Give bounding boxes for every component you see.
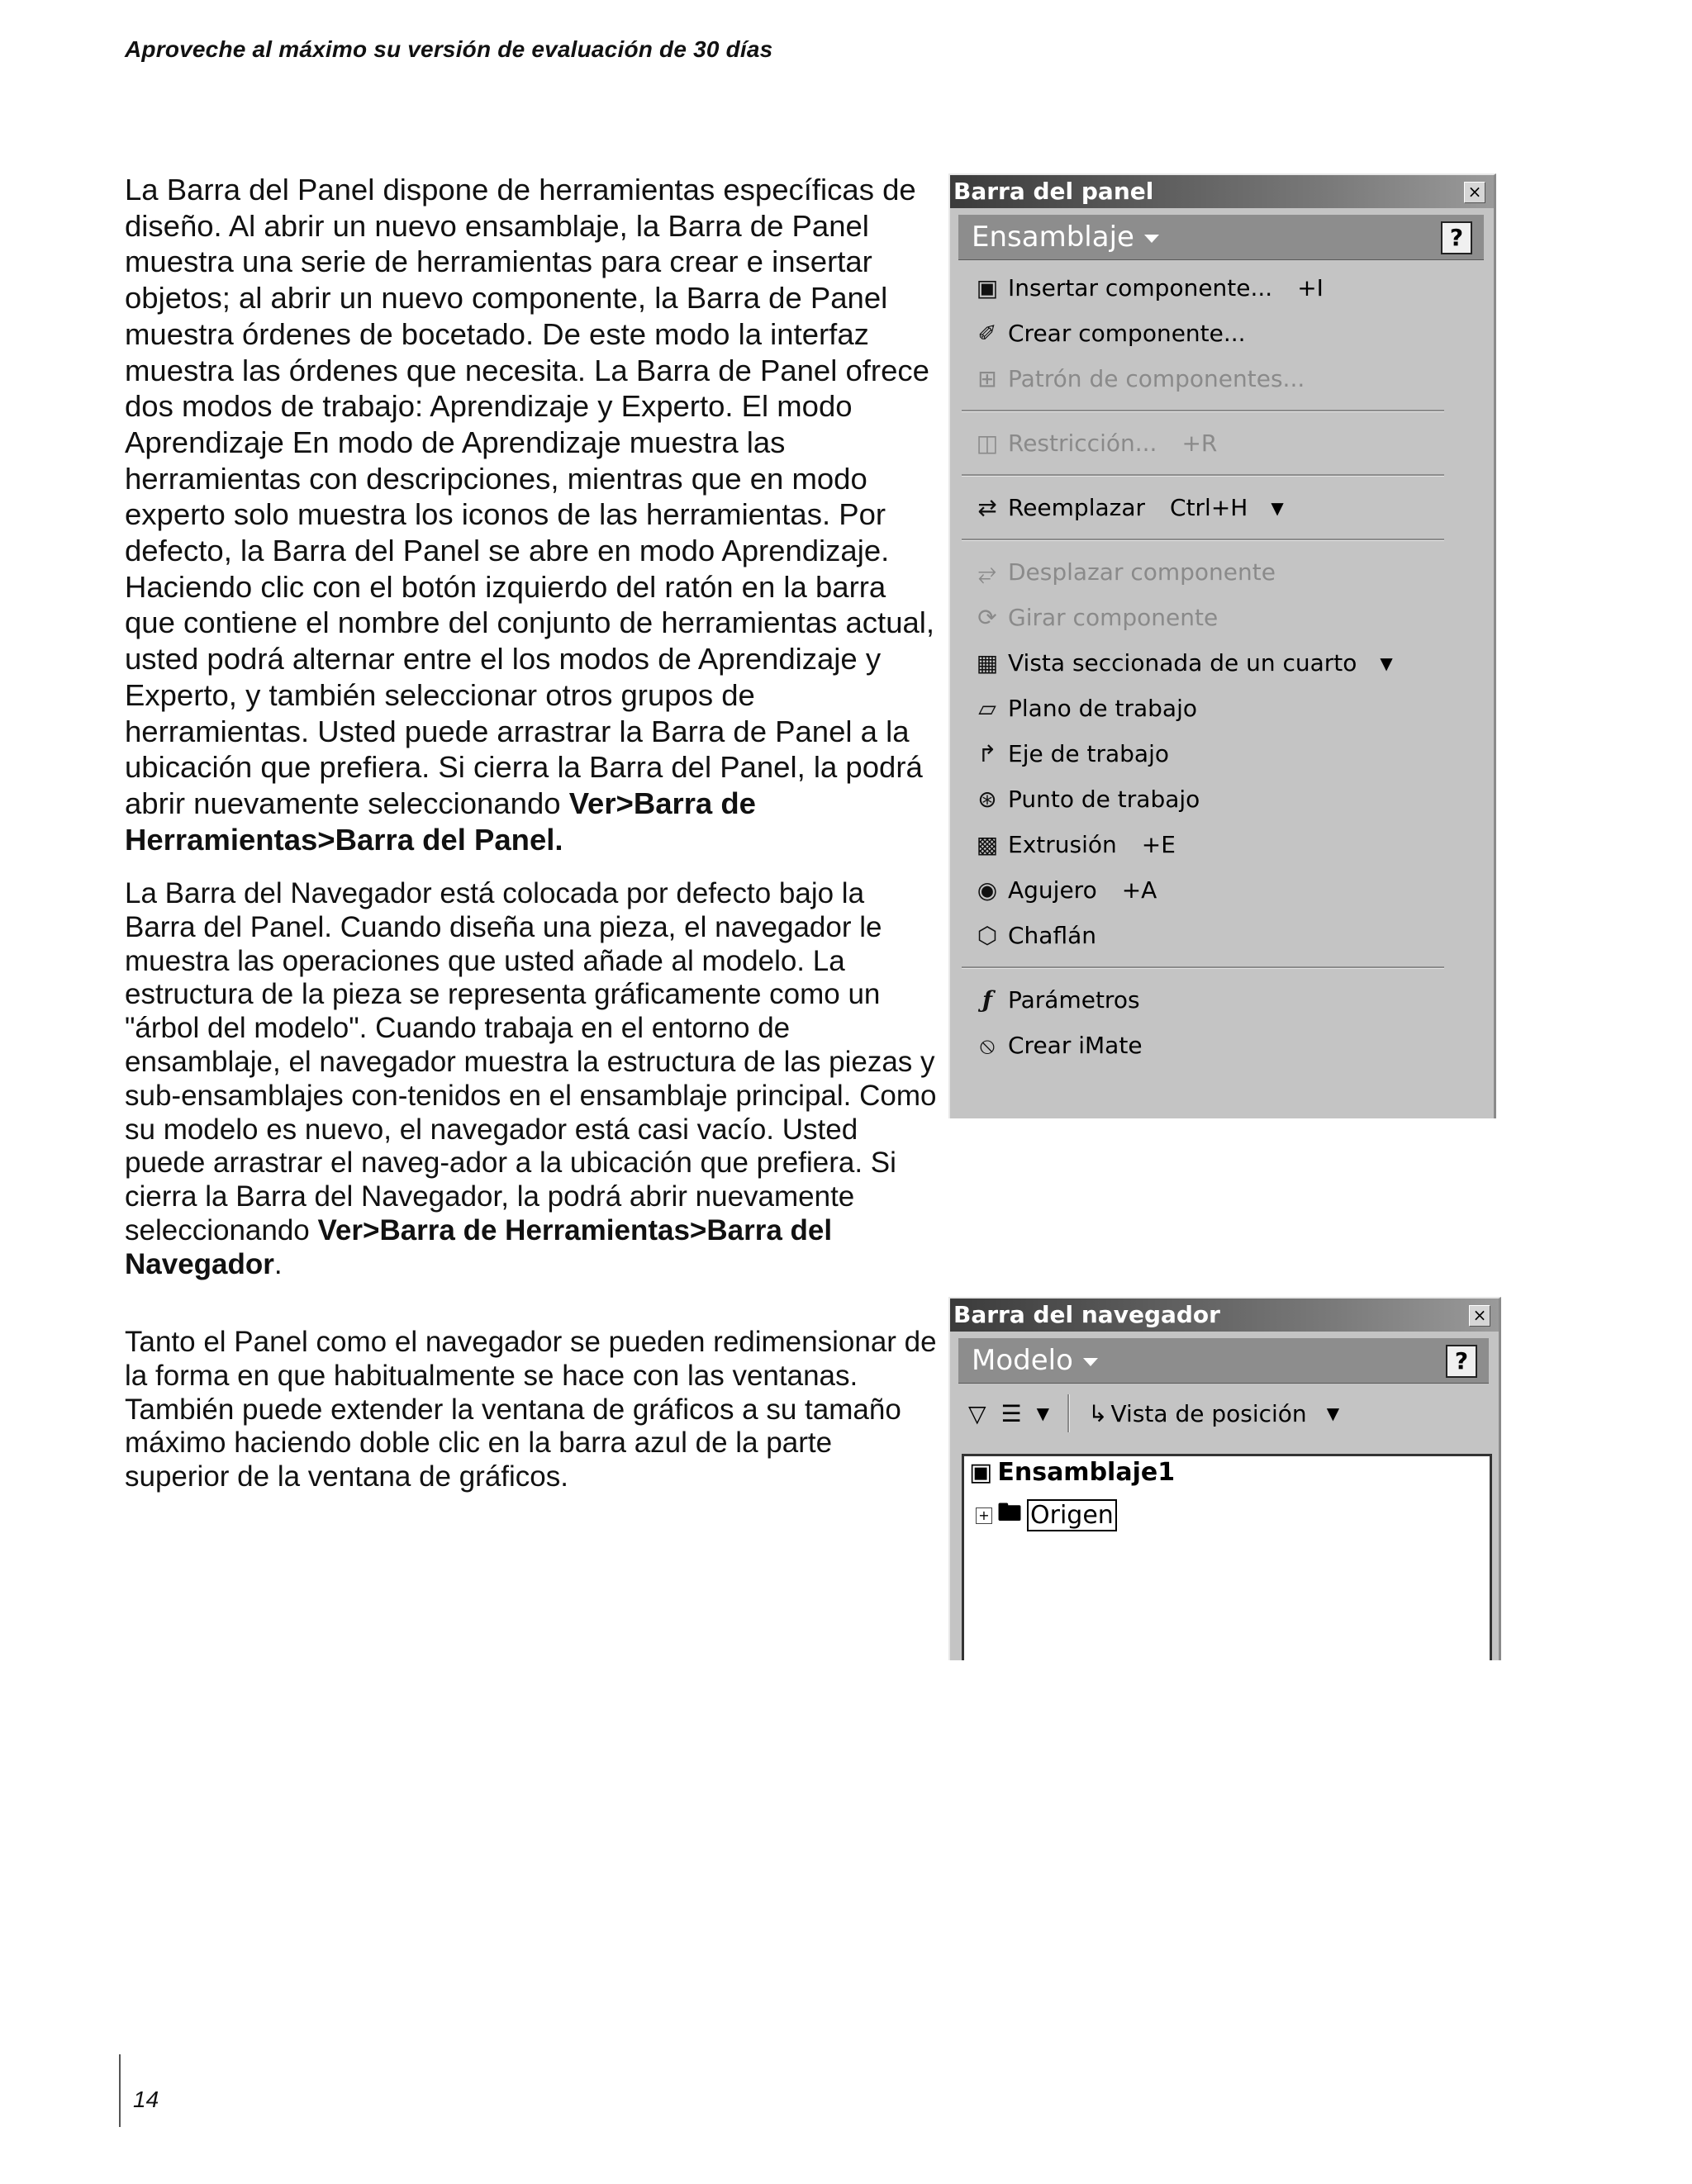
folder-icon: 🖿 [997,1498,1022,1527]
position-view-icon: ↳ [1088,1399,1108,1427]
quarter-section-view-icon: ▦ [976,649,999,677]
create-component-icon: ✐ [977,320,997,347]
tool-work-plane[interactable]: ▱ Plano de trabajo [950,686,1494,731]
tool-create-imate[interactable]: ⦸ Crear iMate [950,1023,1494,1068]
panel-help-button[interactable]: ? [1441,221,1472,254]
menu-path-panel-bar: Ver>Barra de Herramientas>Barra del Panel. [125,786,756,857]
tool-create-component[interactable]: ✐ Crear componente... [950,311,1494,356]
tool-rotate-component[interactable]: ⟳ Girar componente [950,595,1494,640]
tool-move-component[interactable]: ⥂ Desplazar componente [950,549,1494,595]
tool-work-axis[interactable]: ↱ Eje de trabajo [950,731,1494,776]
panel-tool-list [950,265,1494,1068]
navigator-bar-titlebar[interactable] [950,1299,1499,1332]
dropdown-arrow-icon[interactable]: ▼ [1380,653,1393,673]
position-view-label: Vista de posición [1110,1399,1307,1427]
navigator-mode-label: Modelo [972,1344,1073,1377]
filter-icon[interactable]: ▽ [968,1399,986,1427]
panel-bar-title: Barra del panel [953,178,1154,205]
menu-divider [962,474,1444,477]
paragraph-panel-bar: La Barra del Panel dispone de herramientas específicas de diseño. Al abrir un nuevo ensamblaje, la Barra de Panel muestra una serie de herramientas para crear e insertar objetos; al abrir un nuevo componente, la Barra de Panel muestra órdenes de bocetado. De este modo la interfaz muestra las órdenes que necesita. La Barra de Panel ofrece dos modos de trabajo: Aprendizaje y Experto. El modo Aprendizaje En modo de Aprendizaje muestra las herramientas con descripciones, mientras que en modo experto solo muestra los iconos de las herramientas. Por defecto, la Barra del Panel se abre en modo Aprendizaje. Haciendo clic con el botón izquierdo del ratón en la barra que contiene el nombre del conjunto de herramientas actual, usted podrá alternar entre el los modos de Aprendizaje y Experto, y también seleccionar otros grupos de herramientas. Usted puede arrastrar la Barra de Panel a la ubicación que prefiera. Si cierra la Barra del Panel, la podrá abrir nuevamente seleccionando Ver>Barra de Herramientas>Barra del Panel. [125,173,935,857]
create-imate-icon: ⦸ [979,1031,996,1059]
tree-node-assembly[interactable]: ▣ Ensamblaje1 [969,1458,1176,1487]
navigator-toolbar [950,1384,1499,1443]
work-axis-icon: ↱ [977,740,997,767]
dropdown-arrow-icon[interactable]: ▼ [1271,497,1284,518]
menu-divider [962,539,1444,541]
toolbar-divider [1067,1394,1070,1432]
tool-extrude[interactable]: ▩ Extrusión +E [950,822,1494,867]
insert-component-icon: ▣ [976,274,999,301]
dropdown-arrow-icon: ▼ [1326,1403,1340,1423]
tool-replace[interactable]: ⇄ Reemplazar Ctrl+H ▼ [950,485,1494,530]
panel-bar-window [948,173,1496,1118]
paragraph-navigator-bar: La Barra del Navegador está colocada por defecto bajo la Barra del Panel. Cuando diseña una pieza, el navegador le muestra las operaciones que usted añade al modelo. La estructura de la pieza se representa gráficamente como un "árbol del modelo". Cuando trabaja en el entorno de ensamblaje, el navegador muestra la estructura de las piezas y sub-ensamblajes con-tenidos en el ensamblaje principal. Como su modelo es nuevo, el navegador está casi vacío. Usted puede arrastrar el naveg-ador a la ubicación que prefiera. Si cierra la Barra del Navegador, la podrá abrir nuevamente seleccionando Ver>Barra de Herramientas>Barra del Navegador. [125,877,937,1280]
running-header: Aproveche al máximo su versión de evaluación de 30 días [125,36,773,62]
menu-divider [962,410,1444,412]
tool-chamfer[interactable]: ⬡ Chaflán [950,913,1494,958]
rotate-component-icon: ⟳ [977,604,997,631]
footer-rule [119,2054,121,2127]
constraint-icon: ◫ [976,430,999,457]
panel-close-button[interactable]: × [1464,182,1485,203]
model-tree [962,1454,1492,1660]
navigator-close-button[interactable]: × [1469,1305,1490,1327]
tool-parameters[interactable]: ƒ Parámetros [950,977,1494,1023]
tool-constraint[interactable]: ◫ Restricción... +R [950,420,1494,466]
navigator-help-button[interactable]: ? [1446,1345,1477,1378]
tree-structure-icon[interactable]: ☰ [1000,1399,1022,1427]
tool-hole[interactable]: ◉ Agujero +A [950,867,1494,913]
paragraph-resize: Tanto el Panel como el navegador se pueden redimensionar de la forma en que habitualmente se hace con las ventanas. También puede extender la ventana de gráficos a su tamaño máximo haciendo doble clic en la barra azul de la parte superior de la ventana de gráficos. [125,1326,937,1493]
panel-bar-titlebar[interactable] [950,175,1494,208]
assembly-icon: ▣ [969,1458,993,1487]
page-number: 14 [133,2087,159,2112]
expand-node-icon[interactable]: + [976,1507,992,1524]
tool-insert-component[interactable]: ▣ Insertar componente... +I [950,265,1494,311]
chamfer-icon: ⬡ [977,922,998,949]
navigator-mode-selector[interactable] [958,1338,1489,1384]
tool-work-point[interactable]: ⊛ Punto de trabajo [950,776,1494,822]
work-point-icon: ⊛ [977,786,997,813]
chevron-down-icon [1144,235,1159,243]
position-view-button[interactable] [1088,1400,1339,1427]
hole-icon: ◉ [977,876,998,904]
component-pattern-icon: ⊞ [977,365,997,392]
panel-mode-selector[interactable] [958,215,1484,260]
menu-divider [962,966,1444,969]
move-component-icon: ⥂ [977,558,997,586]
tree-node-origin[interactable]: + 🖿 Origen [976,1494,1117,1536]
navigator-bar-title: Barra del navegador [953,1301,1220,1328]
tool-component-pattern[interactable]: ⊞ Patrón de componentes... [950,356,1494,401]
work-plane-icon: ▱ [978,695,996,722]
navigator-bar-window [948,1297,1501,1660]
replace-icon: ⇄ [977,494,997,521]
menu-path-navigator-bar: Ver>Barra de Herramientas>Barra del Navegador [125,1213,833,1280]
chevron-down-icon [1083,1358,1098,1366]
dropdown-arrow-icon[interactable]: ▼ [1036,1403,1050,1423]
extrude-icon: ▩ [976,831,999,858]
parameters-fx-icon: ƒ [981,986,993,1014]
panel-mode-label: Ensamblaje [972,221,1134,254]
tool-quarter-section-view[interactable]: ▦ Vista seccionada de un cuarto ▼ [950,640,1494,686]
